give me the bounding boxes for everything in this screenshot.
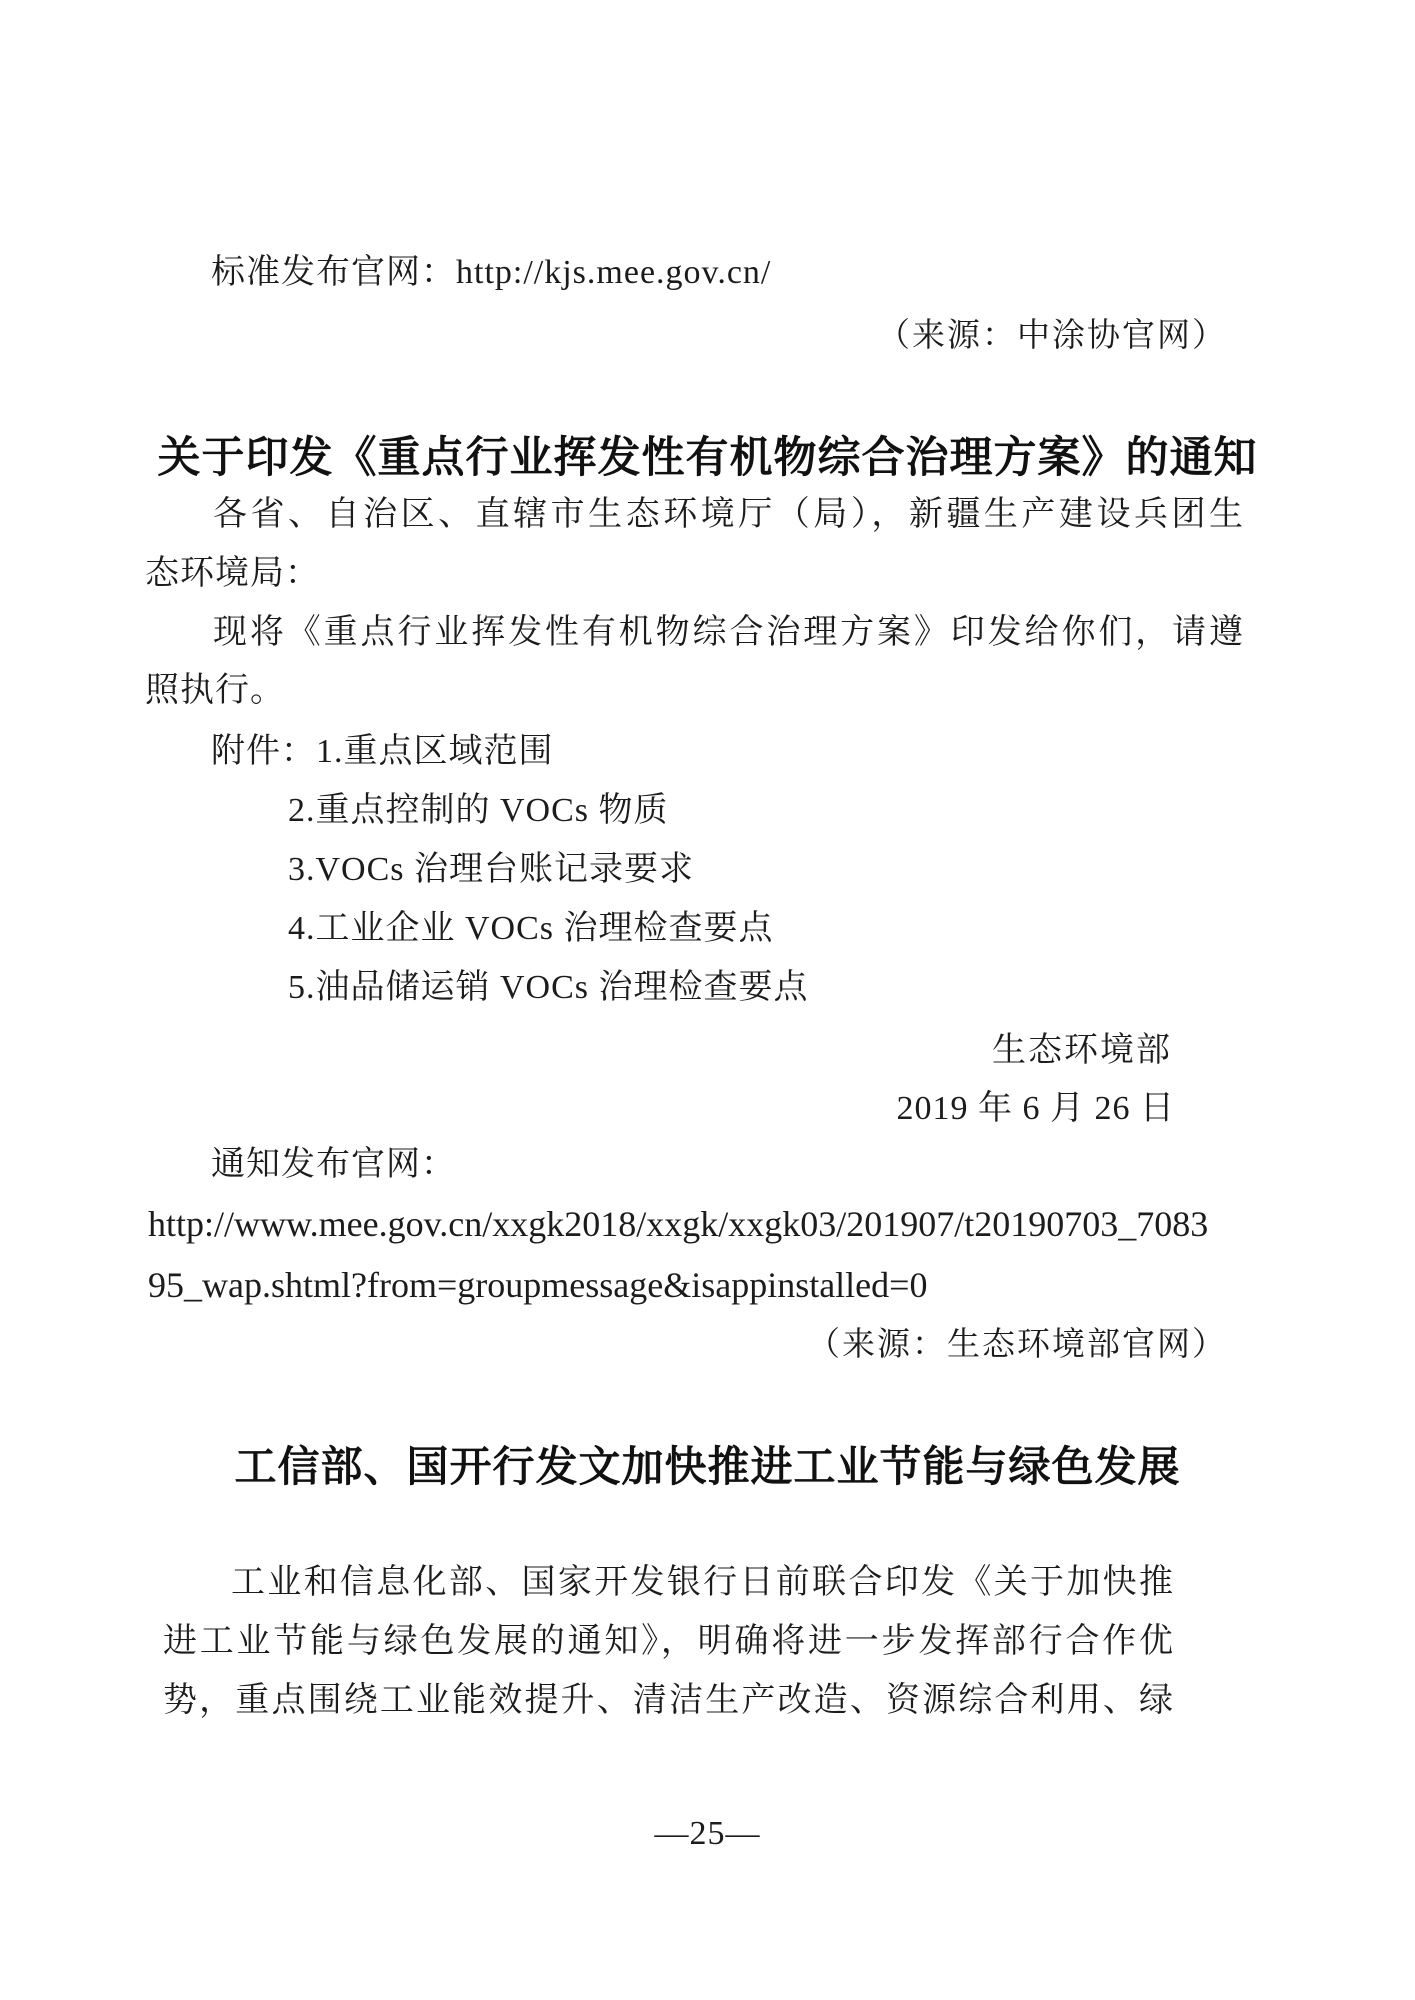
notice-body-line-1: 现将《重点行业挥发性有机物综合治理方案》印发给你们，请遵 [213, 614, 1245, 651]
issue-date: 2019 年 6 月 26 日 [896, 1090, 1175, 1127]
attachment-item-3: 3.VOCs 治理台账记录要求 [288, 851, 695, 888]
page-number: —25— [654, 1815, 761, 1852]
notice-publish-website-label: 通知发布官网： [211, 1146, 456, 1183]
standard-publish-website-line: 标准发布官网：http://kjs.mee.gov.cn/ [211, 254, 772, 291]
notice-url-line-2: 95_wap.shtml?from=groupmessage&isappinstalled=0 [148, 1265, 928, 1305]
miit-para-line-1: 工业和信息化部、国家开发银行日前联合印发《关于加快推 [231, 1564, 1175, 1601]
notice-title-voc-plan: 关于印发《重点行业挥发性有机物综合治理方案》的通知 [157, 434, 1258, 482]
issuer-name: 生态环境部 [992, 1032, 1172, 1069]
notice-body-line-2: 照执行。 [145, 672, 285, 709]
attachments-row [211, 731, 554, 774]
addressee-line-1: 各省、自治区、直辖市生态环境厅（局），新疆生产建设兵团生 [213, 496, 1245, 533]
source-note-cncia: （来源：中涂协官网） [877, 318, 1227, 354]
miit-para-line-3: 势，重点围绕工业能效提升、清洁生产改造、资源综合利用、绿 [163, 1682, 1175, 1719]
attachment-item-2: 2.重点控制的 VOCs 物质 [288, 792, 669, 829]
source-note-mee: （来源：生态环境部官网） [807, 1327, 1227, 1363]
attachments-label: 附件： [211, 733, 316, 770]
attachment-item-4: 4.工业企业 VOCs 治理检查要点 [288, 910, 774, 947]
news-title-miit-cdb: 工信部、国开行发文加快推进工业节能与绿色发展 [234, 1443, 1181, 1490]
addressee-line-2: 态环境局： [145, 555, 320, 592]
attachment-item-5: 5.油品储运销 VOCs 治理检查要点 [288, 969, 809, 1006]
attachment-item-1: 1.重点区域范围 [316, 733, 554, 770]
notice-url-line-1: http://www.mee.gov.cn/xxgk2018/xxgk/xxgk03/201907/t20190703_7083 [148, 1204, 1209, 1244]
miit-para-line-2: 进工业节能与绿色发展的通知》，明确将进一步发挥部行合作优 [163, 1623, 1175, 1660]
